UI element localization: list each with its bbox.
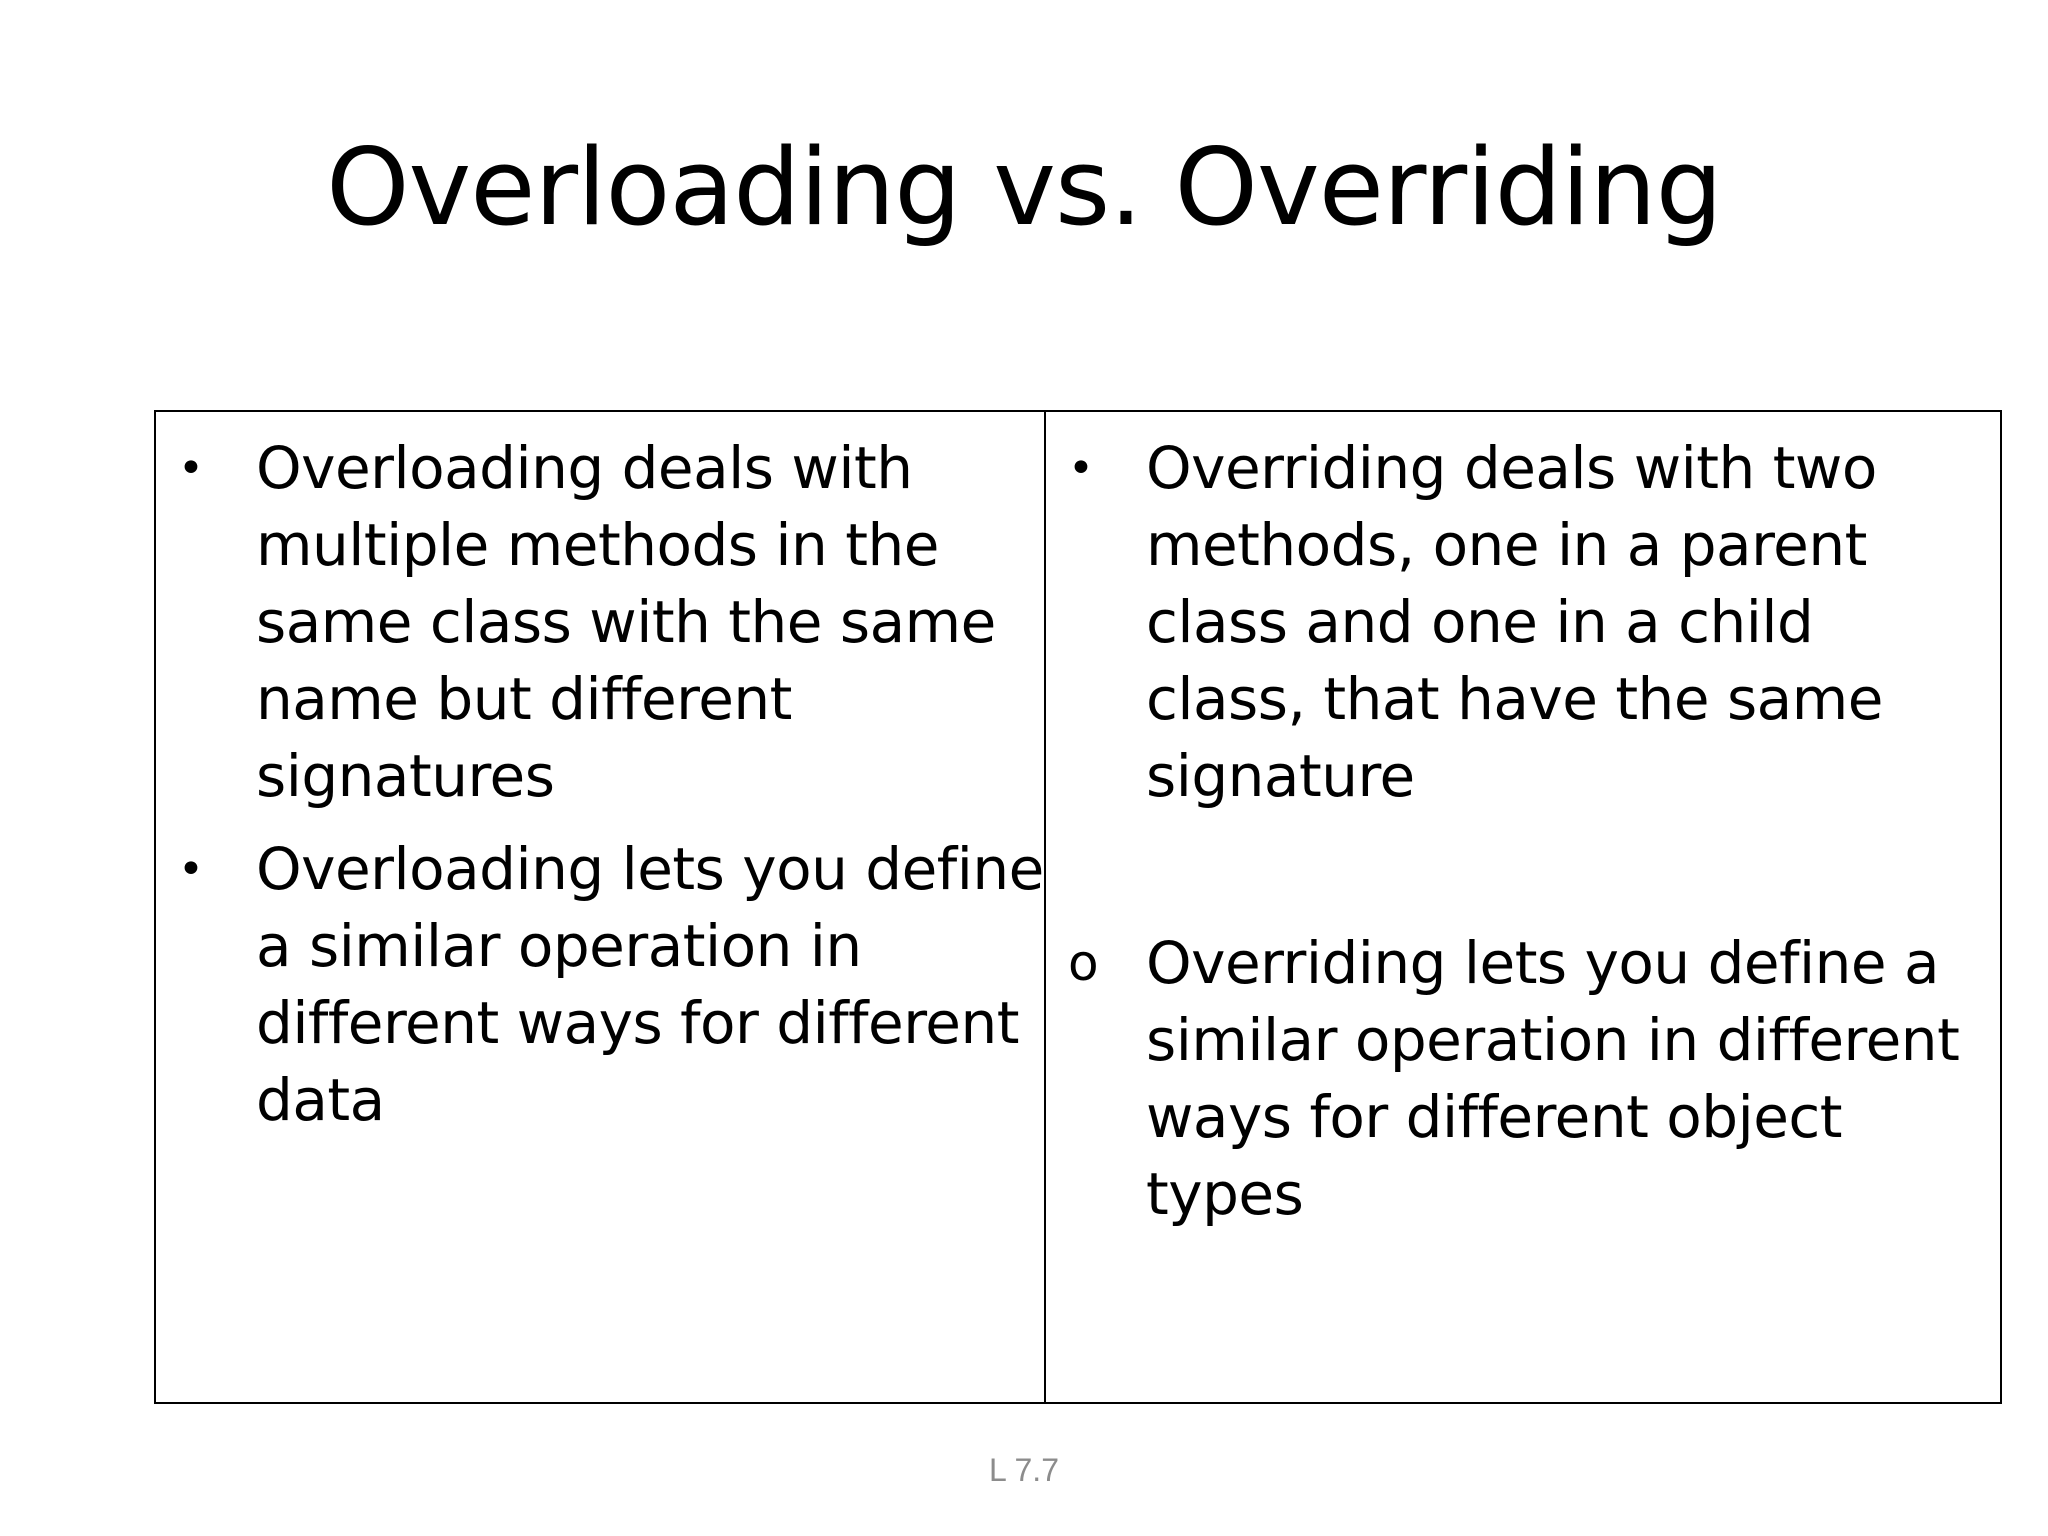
list-item (156, 430, 1044, 815)
list-item (1046, 430, 2000, 815)
overriding-column (1046, 412, 2000, 1402)
slide-number: L 7.7 (989, 1452, 1059, 1488)
list-item-text: Overloading lets you define a similar operation in different ways for different data (256, 835, 1044, 1134)
bullet-icon: • (1068, 443, 1094, 494)
bullet-icon: • (178, 844, 204, 895)
list-item-text: Overloading deals with multiple methods in the same class with the same name but different signatures (256, 434, 996, 810)
comparison-table (154, 410, 2002, 1404)
circle-bullet-icon: o (1068, 934, 1099, 992)
list-item (156, 831, 1044, 1139)
overloading-column (156, 412, 1046, 1402)
bullet-icon: • (178, 443, 204, 494)
list-item-text: Overriding lets you define a similar operation in different ways for different object types (1146, 929, 1960, 1228)
list-item (1046, 925, 2000, 1233)
list-item-text: Overriding deals with two methods, one in a parent class and one in a child class, that have the same signature (1146, 434, 1883, 810)
slide-title: Overloading vs. Overriding (326, 126, 1722, 249)
